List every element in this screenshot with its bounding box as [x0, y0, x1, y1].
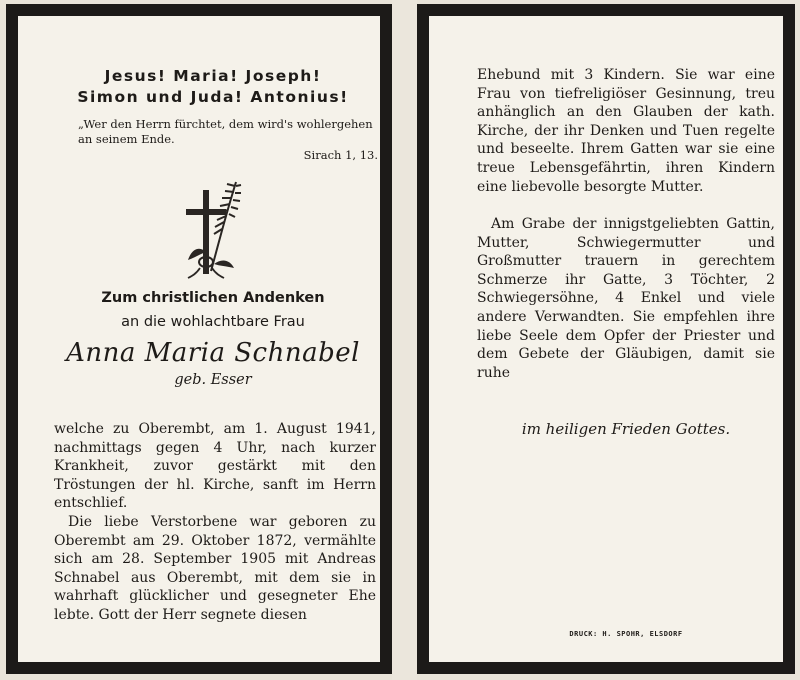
character-paragraph: Ehebund mit 3 Kindern. Sie war eine Frau von tiefreligiöser Gesinnung, treu anhänglich an den Glauben der kath. Kirche, der ihr Denken und Tuen regelte und beseelte. Ihrem Gatten war sie eine treue Lebensgefährtin, ihren Kindern eine liebevolle besorgte Mutter.	[477, 67, 775, 195]
death-paragraph: welche zu Oberembt, am 1. August 1941, nachmittags gegen 4 Uhr, nach kurzer Krankheit, zuvor gestärkt mit den Tröstungen der hl. Kirche, sanft im Herrn entschlief.	[54, 421, 376, 512]
scripture-quote: „Wer den Herrn fürchtet, dem wird's wohlergehen an seinem Ende.	[78, 117, 373, 146]
left-card-header	[48, 66, 378, 388]
cross-with-palm-and-lily-icon	[178, 176, 248, 284]
closing-line: im heiligen Frieden Gottes.	[521, 420, 731, 438]
page-gutter	[392, 0, 417, 680]
memorial-subheading: an die wohlachtbare Frau	[121, 314, 305, 330]
mourners-paragraph: Am Grabe der innigstgeliebten Gattin, Mutter, Schwiegermutter und Großmutter trauern in gerechtem Schmerze ihr Gatte, 3 Töchter, 2 Schwiegersöhne, 4 Enkel und viele andere Verwandten. Sie empfehlen ihre liebe Seele dem Opfer der Priester und dem Gebete der Gläubigen, damit sie ruhe	[477, 216, 775, 381]
memorial-heading: Zum christlichen Andenken	[101, 290, 325, 306]
biography-paragraph: Die liebe Verstorbene war geboren zu Oberembt am 29. Oktober 1872, vermählte sich am 28. September 1905 mit Andreas Schnabel aus Oberembt, mit dem sie in wahrhaft glücklicher und gesegneter Ehe lebte. Gott der Herr segnete diesen	[54, 514, 376, 623]
right-card-border	[417, 4, 795, 674]
right-card-page	[429, 16, 783, 662]
scripture-reference: Sirach 1, 13.	[303, 148, 378, 162]
left-card-border	[6, 4, 392, 674]
printer-imprint: DRUCK: H. SPOHR, ELSDORF	[569, 630, 683, 638]
left-card-page	[18, 16, 380, 662]
cross-vertical	[203, 190, 209, 274]
invocation-line-1: Jesus! Maria! Joseph!	[104, 67, 322, 85]
maiden-name: geb. Esser	[174, 372, 252, 388]
deceased-name: Anna Maria Schnabel	[66, 338, 360, 368]
cross-svg	[178, 176, 248, 284]
invocation-line-2: Simon und Juda! Antonius!	[77, 88, 349, 106]
